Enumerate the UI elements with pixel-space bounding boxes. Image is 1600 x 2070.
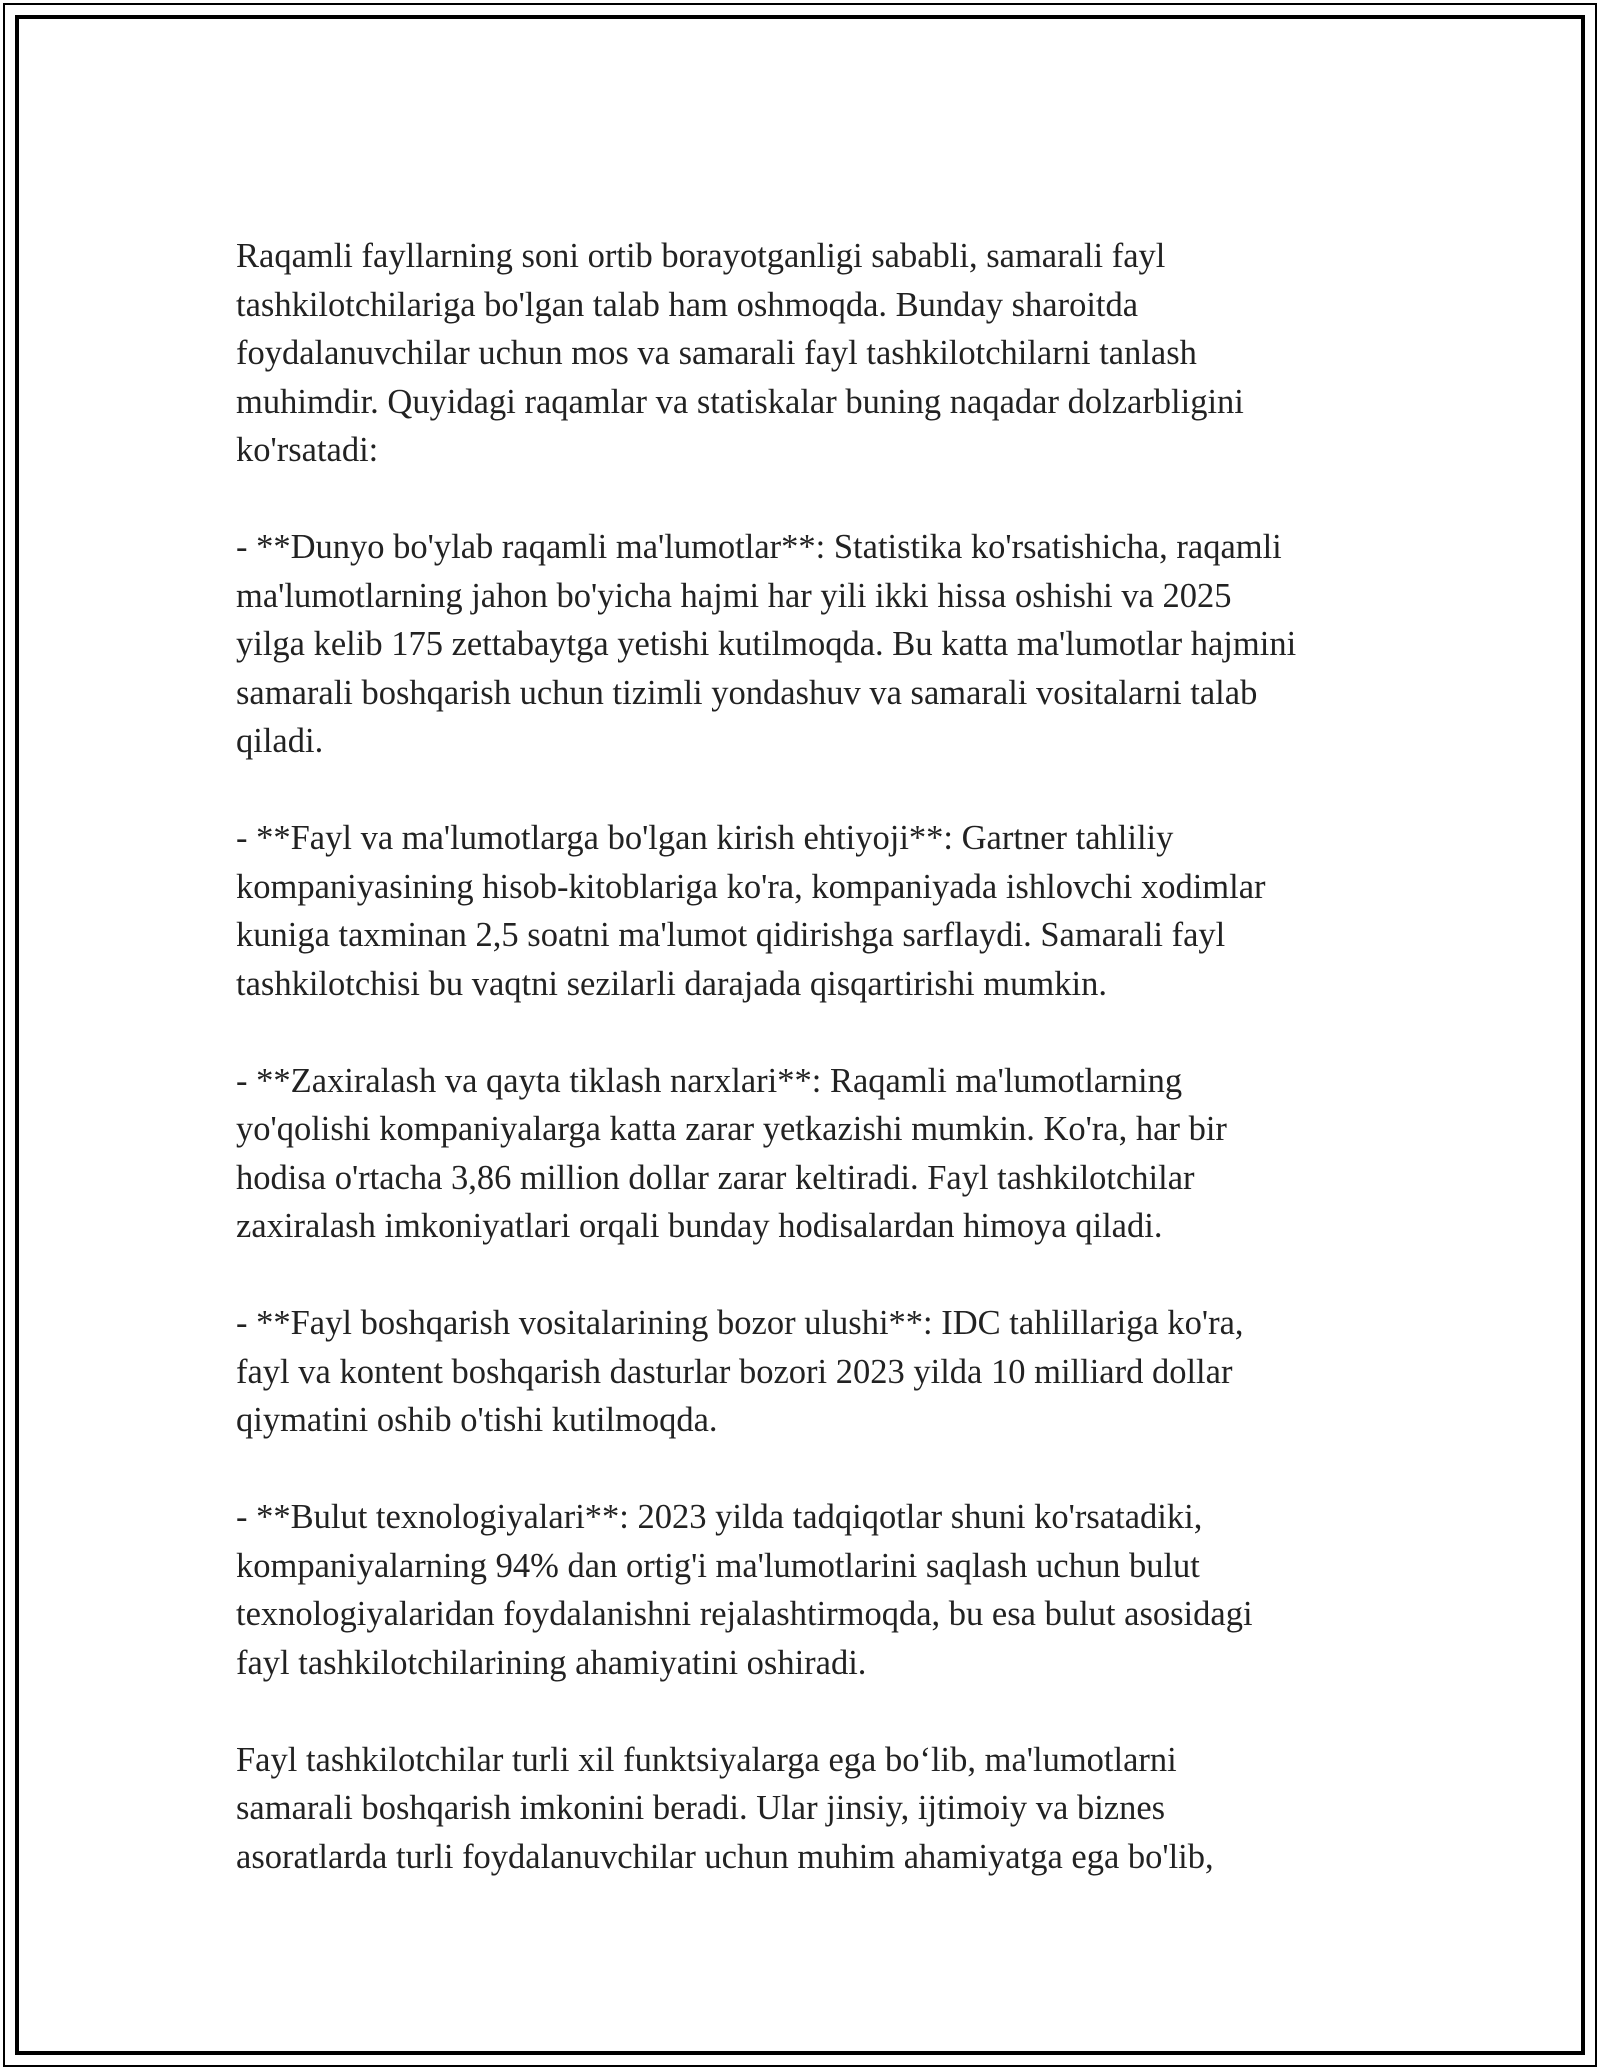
list-item-market-share: - **Fayl boshqarish vositalarining bozor ulushi**: IDC tahlillariga ko'ra, fayl va kontent boshqarish dasturlar bozori 2023 yilda 10 milliard dollar qiymatini oshib o'tishi kutilmoqda.: [236, 1304, 1244, 1439]
closing-paragraph: Fayl tashkilotchilar turli xil funktsiyalarga ega bo‘lib, ma'lumotlarni samarali boshqarish imkonini beradi. Ular jinsiy, ijtimoiy va biznes asoratlarda turli foydalanuvchilar uchun muhim ahamiyatga ega bo'lib,: [236, 1740, 1214, 1876]
list-item-backup-costs: - **Zaxiralash va qayta tiklash narxlari**: Raqamli ma'lumotlarning yo'qolishi kompaniyalarga katta zarar yetkazishi mumkin. Ko'ra, har bir hodisa o'rtacha 3,86 million dollar zarar keltiradi. Fayl tashkilotchilar zaxiralash imkoniyatlari orqali bunday hodisalardan himoya qiladi.: [236, 1061, 1227, 1245]
list-item-global-data: - **Dunyo bo'ylab raqamli ma'lumotlar**: Statistika ko'rsatishicha, raqamli ma'lumotlarning jahon bo'yicha hajmi har yili ikki hissa oshishi va 2025 yilga kelib 175 zettabaytga yetishi kutilmoqda. Bu katta ma'lumotlar hajmini samarali boshqarish uchun tizimli yondashuv va samarali vositalarni talab qiladi.: [236, 528, 1297, 760]
intro-paragraph: Raqamli fayllarning soni ortib borayotganligi sababli, samarali fayl tashkilotchilariga bo'lgan talab ham oshmoqda. Bunday sharoitda foydalanuvchilar uchun mos va samarali fayl tashkilotchilarni tanlash muhimdir. Quyidagi raqamlar va statiskalar buning naqadar dolzarbligini ko'rsatadi:: [236, 237, 1244, 469]
document-body: [236, 232, 1386, 1930]
list-item-cloud: - **Bulut texnologiyalari**: 2023 yilda tadqiqotlar shuni ko'rsatadiki, kompaniyalarning 94% dan ortig'i ma'lumotlarini saqlash uchun bulut texnologiyalaridan foydalanishni rejalashtirmoqda, bu esa bulut asosidagi fayl tashkilotchilarining ahamiyatini oshiradi.: [236, 1498, 1253, 1682]
list-item-file-access: - **Fayl va ma'lumotlarga bo'lgan kirish ehtiyoji**: Gartner tahliliy kompaniyasining hisob-kitoblariga ko'ra, kompaniyada ishlovchi xodimlar kuniga taxminan 2,5 soatni ma'lumot qidirishga sarflaydi. Samarali fayl tashkilotchisi bu vaqtni sezilarli darajada qisqartirishi mumkin.: [236, 819, 1266, 1003]
